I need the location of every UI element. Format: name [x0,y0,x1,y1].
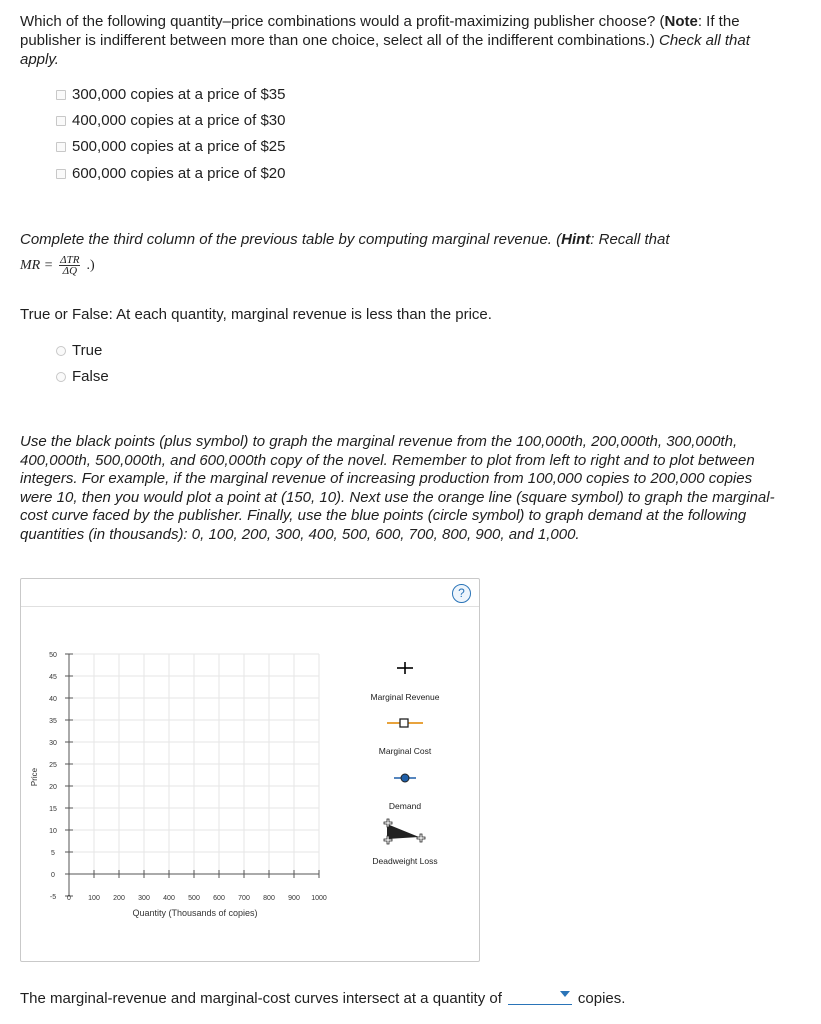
final-text-b: copies. [577,990,626,1007]
x-tick-label: 400 [163,895,175,902]
x-tick-label: 200 [113,895,125,902]
x-tick-label: 900 [288,895,300,902]
plus-handle-icon [417,834,425,842]
checkbox[interactable] [56,90,66,100]
legend-dwl-label: Deadweight Loss [372,856,438,866]
circle-symbol [401,774,409,782]
mr-tool[interactable] [371,662,440,702]
y-tick-label: 15 [49,806,57,813]
radio-button[interactable] [56,346,66,356]
radio-button[interactable] [56,372,66,382]
question-1-instruction: Check all that apply. [20,32,750,68]
x-tick-label: 1000 [311,895,327,902]
y-tick-label: 40 [49,696,57,703]
graph-tool[interactable] [20,578,480,962]
y-tick-label: 30 [49,740,57,747]
x-tick-label: 500 [188,895,200,902]
square-symbol [400,719,408,727]
mc-tool[interactable] [379,719,432,756]
x-tick-label: 600 [213,895,225,902]
triangle-symbol [387,824,419,839]
help-button[interactable]: ? [452,584,471,603]
fraction-numerator: ΔTR [60,254,80,266]
hint-label: Hint [561,231,591,248]
question-2 [20,230,780,249]
legend-demand-label: Demand [388,801,422,811]
checkbox-option[interactable] [56,86,286,103]
note-label: Note [664,13,698,30]
question-3: True or False: At each quantity, marginal revenue is less than the price. [20,306,492,323]
y-tick-label: 25 [49,762,57,769]
quantity-dropdown[interactable] [508,990,572,1005]
y-tick-label: 20 [49,784,57,791]
dwl-tool[interactable] [372,819,437,866]
checkbox-label: 600,000 copies at a price of $20 [72,165,286,182]
fraction-denominator: ΔQ [62,265,78,277]
final-text-a: The marginal-revenue and marginal-cost curves intersect at a quantity of [20,990,502,1007]
legend [371,662,440,866]
final-question [20,990,625,1007]
x-tick-label: 100 [88,895,100,902]
checkbox-label: 300,000 copies at a price of $35 [72,86,286,103]
radio-option-false[interactable] [56,368,109,385]
mr-fraction [59,255,80,276]
question-2-text: Complete the third column of the previous table by computing marginal revenue. ( [20,231,562,248]
question-1-text-b: : If the publisher is indifferent between more than one choice, select all of the indifferent combinations.) [20,13,740,49]
y-axis-label: Price [30,767,39,787]
checkbox[interactable] [56,116,66,126]
chevron-down-icon [560,991,570,997]
demand-tool[interactable] [389,774,421,811]
question-4: Use the black points (plus symbol) to graph the marginal revenue from the 100,000th, 200,000th, 300,000th, 400,000th, 500,000th, and 600,000th copy of the novel. Remember to plot from left to right and to plot between integers. For example, if the marginal revenue of increasing production from 100,000 copies to 200,000 copies were 10, then you would plot a point at (150, 10). Next use the orange line (square symbol) to graph the marginal-cost curve faced by the publisher. Finally, use the blue points (circle symbol) to graph demand at the following quantities (in thousands): 0, 100, 200, 300, 400, 500, 600, 700, 800, 900, and 1,000. [20,433,775,543]
checkbox-label: 400,000 copies at a price of $30 [72,112,286,129]
radio-option-true[interactable] [56,342,102,359]
question-2-text-b: : Recall that [590,231,670,248]
x-tick-label: 0 [67,895,71,902]
x-axis-label: Quantity (Thousands of copies) [132,908,258,918]
mr-tail: .) [86,257,95,273]
y-tick-label: 50 [49,652,57,659]
checkbox-label: 500,000 copies at a price of $25 [72,138,286,155]
y-tick-label: 5 [51,850,55,857]
y-tick-label: 0 [51,872,55,879]
legend-mr-label: Marginal Revenue [370,692,440,702]
legend-mc-label: Marginal Cost [378,746,432,756]
x-tick-label: 800 [263,895,275,902]
y-tick-label: 35 [49,718,57,725]
question-1-text-a: Which of the following quantity–price combinations would a profit-maximizing publisher choose? ( [20,13,665,30]
checkbox-option[interactable] [56,165,286,182]
y-tick-label: 10 [49,828,57,835]
x-tick-label: 700 [238,895,250,902]
checkbox[interactable] [56,142,66,152]
radio-label: False [72,368,109,385]
x-tick-label: 300 [138,895,150,902]
mr-formula [20,255,95,276]
y-tick-label: 45 [49,674,57,681]
checkbox[interactable] [56,169,66,179]
y-tick-label: -5 [49,894,57,901]
checkbox-option[interactable] [56,112,286,129]
plot-grid [69,654,319,874]
question-1 [20,12,780,69]
graph-svg [21,579,479,961]
radio-label: True [72,342,103,359]
plot-axes [49,652,327,902]
checkbox-option[interactable] [56,138,286,155]
mr-lhs: MR = [20,257,54,273]
